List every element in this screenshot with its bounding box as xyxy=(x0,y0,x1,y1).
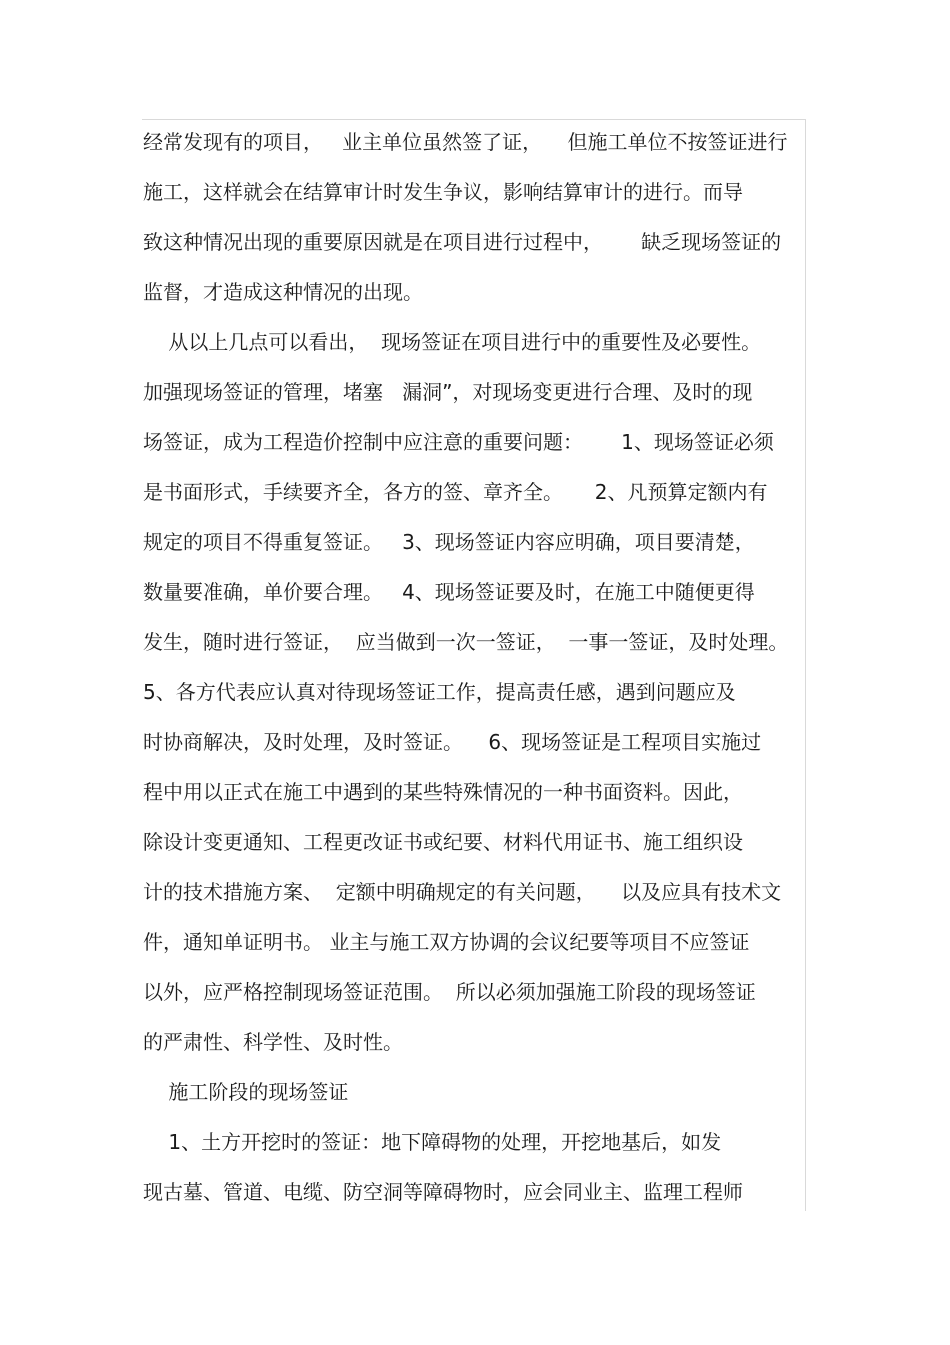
text-line: 施工，这样就会在结算审计时发生争议，影响结算审计的进行。而导 xyxy=(143,180,743,204)
text-line: 现古墓、管道、电缆、防空洞等障碍物时，应会同业主、监理工程师 xyxy=(143,1180,743,1204)
text-line: 场签证，成为工程造价控制中应注意的重要问题： 1、现场签证必须 xyxy=(143,430,774,454)
text-line: 经常发现有的项目， 业主单位虽然签了证， 但施工单位不按签证进行 xyxy=(143,130,788,154)
text-line: 规定的项目不得重复签证。 3、现场签证内容应明确，项目要清楚， xyxy=(143,530,755,554)
text-line: 时协商解决，及时处理，及时签证。 6、现场签证是工程项目实施过 xyxy=(143,730,762,754)
text-line: 计的技术措施方案、 定额中明确规定的有关问题， 以及应具有技术文 xyxy=(143,880,782,904)
text-line: 1、土方开挖时的签证：地下障碍物的处理，开挖地基后，如发 xyxy=(143,1130,722,1154)
text-line: 件，通知单证明书。 业主与施工双方协调的会议纪要等项目不应签证 xyxy=(143,930,750,954)
section-heading: 施工阶段的现场签证 xyxy=(143,1080,349,1104)
document-body xyxy=(143,121,808,1221)
text-line: 监督，才造成这种情况的出现。 xyxy=(143,280,423,304)
text-line: 加强现场签证的管理，堵塞 漏洞”，对现场变更进行合理、及时的现 xyxy=(143,380,753,404)
text-line: 是书面形式，手续要齐全，各方的签、章齐全。 2、凡预算定额内有 xyxy=(143,480,768,504)
text-line: 以外，应严格控制现场签证范围。 所以必须加强施工阶段的现场签证 xyxy=(143,980,756,1004)
text-line: 的严肃性、科学性、及时性。 xyxy=(143,1030,403,1054)
text-line: 数量要准确，单价要合理。 4、现场签证要及时，在施工中随便更得 xyxy=(143,580,755,604)
text-line: 发生，随时进行签证， 应当做到一次一签证， 一事一签证，及时处理。 xyxy=(143,630,789,654)
text-line: 除设计变更通知、工程更改证书或纪要、材料代用证书、施工组织设 xyxy=(143,830,743,854)
text-line: 从以上几点可以看出， 现场签证在项目进行中的重要性及必要性。 xyxy=(143,330,762,354)
text-line: 致这种情况出现的重要原因就是在项目进行过程中， 缺乏现场签证的 xyxy=(143,230,782,254)
text-line: 程中用以正式在施工中遇到的某些特殊情况的一种书面资料。因此， xyxy=(143,780,743,804)
text-line: 5、各方代表应认真对待现场签证工作，提高责任感，遇到问题应及 xyxy=(143,680,736,704)
